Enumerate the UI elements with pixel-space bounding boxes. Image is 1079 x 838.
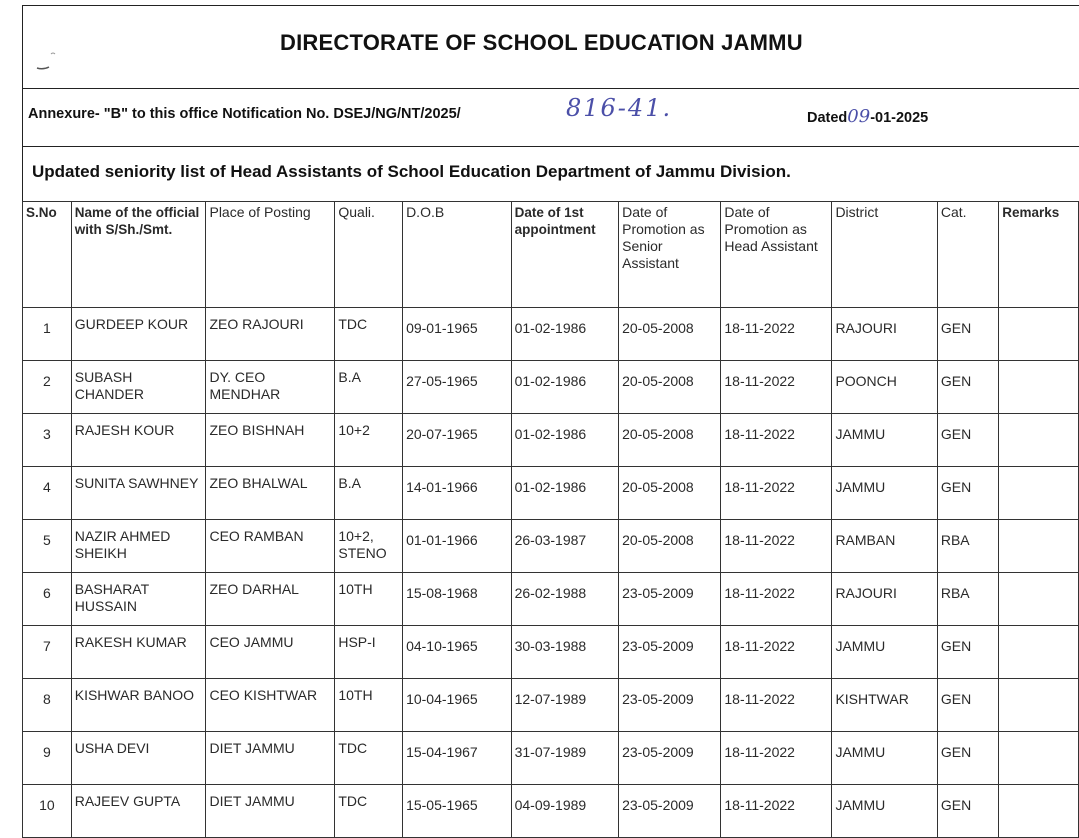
cell-sno: 5 [23,520,72,573]
cell-quali: B.A [335,467,403,520]
cell-promo-head: 18-11-2022 [721,732,832,785]
cell-promo-senior: 20-05-2008 [619,520,721,573]
cell-sno: 1 [23,308,72,361]
cell-name: SUBASH CHANDER [71,361,206,414]
cell-promo-senior: 23-05-2009 [619,626,721,679]
cell-district: POONCH [832,361,937,414]
handwritten-notification-number: 816-41. [566,94,673,122]
table-header-row [23,202,1079,308]
cell-cat: GEN [937,626,998,679]
cell-remarks [999,520,1079,573]
handwritten-day: 09 [847,106,871,127]
cell-quali: 10+2 [335,414,403,467]
cell-first-appointment: 30-03-1988 [511,626,619,679]
cell-name: GURDEEP KOUR [71,308,206,361]
cell-first-appointment: 01-02-1986 [511,467,619,520]
col-header-district: District [832,202,937,308]
table-row [23,520,1079,573]
cell-first-appointment: 31-07-1989 [511,732,619,785]
cell-cat: RBA [937,520,998,573]
table-row [23,679,1079,732]
cell-name: SUNITA SAWHNEY [71,467,206,520]
col-header-remarks: Remarks [999,202,1079,308]
cell-sno: 3 [23,414,72,467]
cell-dob: 15-04-1967 [403,732,512,785]
cell-sno: 8 [23,679,72,732]
cell-remarks [999,785,1079,838]
cell-promo-head: 18-11-2022 [721,679,832,732]
cell-district: JAMMU [832,626,937,679]
cell-district: JAMMU [832,467,937,520]
cell-quali: TDC [335,732,403,785]
cell-posting: DY. CEO MENDHAR [206,361,335,414]
cell-remarks [999,679,1079,732]
table-row [23,308,1079,361]
cell-remarks [999,308,1079,361]
cell-district: RAJOURI [832,573,937,626]
table-row [23,361,1079,414]
cell-promo-head: 18-11-2022 [721,361,832,414]
cell-district: KISHTWAR [832,679,937,732]
cell-promo-senior: 23-05-2009 [619,679,721,732]
cell-remarks [999,732,1079,785]
cell-first-appointment: 12-07-1989 [511,679,619,732]
cell-posting: ZEO RAJOURI [206,308,335,361]
cell-posting: ZEO DARHAL [206,573,335,626]
table-row [23,414,1079,467]
cell-district: RAMBAN [832,520,937,573]
cell-promo-head: 18-11-2022 [721,573,832,626]
divider [22,146,1079,147]
cell-dob: 10-04-1965 [403,679,512,732]
cell-name: NAZIR AHMED SHEIKH [71,520,206,573]
cell-promo-senior: 23-05-2009 [619,732,721,785]
cell-quali: TDC [335,785,403,838]
cell-district: JAMMU [832,732,937,785]
cell-quali: HSP-I [335,626,403,679]
cell-promo-head: 18-11-2022 [721,467,832,520]
cell-cat: GEN [937,732,998,785]
cell-name: BASHARAT HUSSAIN [71,573,206,626]
table-row [23,626,1079,679]
cell-sno: 6 [23,573,72,626]
cell-first-appointment: 26-02-1988 [511,573,619,626]
cell-promo-senior: 23-05-2009 [619,785,721,838]
cell-sno: 4 [23,467,72,520]
cell-posting: CEO RAMBAN [206,520,335,573]
list-subtitle: Updated seniority list of Head Assistants of School Education Department of Jammu Division. [32,162,791,181]
cell-first-appointment: 01-02-1986 [511,361,619,414]
cell-district: JAMMU [832,785,937,838]
cell-quali: 10TH [335,679,403,732]
cell-quali: 10+2, STENO [335,520,403,573]
col-header-first-appointment: Date of 1st appointment [511,202,619,308]
cell-cat: GEN [937,467,998,520]
cell-sno: 7 [23,626,72,679]
cell-promo-head: 18-11-2022 [721,520,832,573]
cell-promo-senior: 20-05-2008 [619,361,721,414]
cell-promo-head: 18-11-2022 [721,308,832,361]
cell-posting: CEO KISHTWAR [206,679,335,732]
cell-remarks [999,467,1079,520]
cell-posting: DIET JAMMU [206,785,335,838]
col-header-name: Name of the official with S/Sh./Smt. [71,202,206,308]
cell-posting: ZEO BISHNAH [206,414,335,467]
document-title: DIRECTORATE OF SCHOOL EDUCATION JAMMU [280,30,803,55]
cell-remarks [999,361,1079,414]
cell-district: JAMMU [832,414,937,467]
col-header-promo-head: Date of Promotion as Head Assistant [721,202,832,308]
table-row [23,732,1079,785]
seniority-table [22,201,1079,838]
cell-promo-senior: 23-05-2009 [619,573,721,626]
table-row [23,785,1079,838]
cell-promo-head: 18-11-2022 [721,785,832,838]
cell-dob: 04-10-1965 [403,626,512,679]
cell-name: RAJESH KOUR [71,414,206,467]
cell-sno: 9 [23,732,72,785]
cell-cat: GEN [937,308,998,361]
cell-dob: 01-01-1966 [403,520,512,573]
cell-remarks [999,414,1079,467]
cell-cat: GEN [937,785,998,838]
cell-posting: CEO JAMMU [206,626,335,679]
col-header-promo-senior: Date of Promotion as Senior Assistant [619,202,721,308]
page-border-top [22,5,1079,6]
annexure-line: Annexure- "B" to this office Notification No. DSEJ/NG/NT/2025/ [28,106,461,122]
cell-dob: 14-01-1966 [403,467,512,520]
cell-quali: 10TH [335,573,403,626]
cell-dob: 09-01-1965 [403,308,512,361]
dated-value: -01-2025 [870,110,929,126]
cell-promo-senior: 20-05-2008 [619,414,721,467]
cell-first-appointment: 01-02-1986 [511,308,619,361]
cell-quali: B.A [335,361,403,414]
table-row [23,573,1079,626]
cell-dob: 15-05-1965 [403,785,512,838]
cell-name: KISHWAR BANOO [71,679,206,732]
pen-mark-icon [33,48,59,74]
cell-promo-head: 18-11-2022 [721,414,832,467]
cell-sno: 10 [23,785,72,838]
cell-cat: GEN [937,679,998,732]
cell-name: USHA DEVI [71,732,206,785]
cell-remarks [999,573,1079,626]
col-header-dob: D.O.B [403,202,512,308]
cell-posting: ZEO BHALWAL [206,467,335,520]
col-header-posting: Place of Posting [206,202,335,308]
cell-first-appointment: 01-02-1986 [511,414,619,467]
cell-sno: 2 [23,361,72,414]
cell-first-appointment: 04-09-1989 [511,785,619,838]
cell-promo-senior: 20-05-2008 [619,467,721,520]
cell-dob: 20-07-1965 [403,414,512,467]
col-header-cat: Cat. [937,202,998,308]
cell-cat: RBA [937,573,998,626]
table-row [23,467,1079,520]
cell-cat: GEN [937,361,998,414]
cell-name: RAKESH KUMAR [71,626,206,679]
col-header-sno: S.No [23,202,72,308]
cell-district: RAJOURI [832,308,937,361]
cell-promo-senior: 20-05-2008 [619,308,721,361]
col-header-quali: Quali. [335,202,403,308]
cell-promo-head: 18-11-2022 [721,626,832,679]
dated-label: Dated [807,110,848,126]
cell-quali: TDC [335,308,403,361]
dated-line [807,106,928,127]
cell-dob: 15-08-1968 [403,573,512,626]
cell-remarks [999,626,1079,679]
divider [22,88,1079,89]
cell-cat: GEN [937,414,998,467]
cell-dob: 27-05-1965 [403,361,512,414]
cell-first-appointment: 26-03-1987 [511,520,619,573]
cell-name: RAJEEV GUPTA [71,785,206,838]
cell-posting: DIET JAMMU [206,732,335,785]
